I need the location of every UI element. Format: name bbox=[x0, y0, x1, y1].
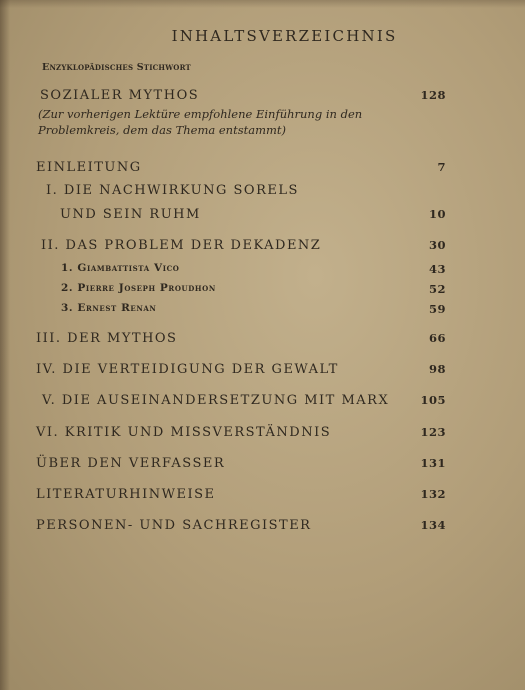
toc-subentry bbox=[0, 262, 525, 280]
toc-entry-page: 123 bbox=[420, 425, 446, 439]
toc-entry bbox=[0, 88, 525, 106]
toc-subentry bbox=[0, 302, 525, 320]
toc-entry-label: PERSONEN- UND SACHREGISTER bbox=[36, 518, 312, 533]
toc-subentry-page: 43 bbox=[428, 262, 446, 276]
toc-entry-label: IV. DIE VERTEIDIGUNG DER GEWALT bbox=[36, 362, 339, 377]
toc-entry-page: 134 bbox=[420, 518, 446, 532]
toc-entry-label: VI. KRITIK UND MISSVERSTÄNDNIS bbox=[36, 425, 332, 440]
toc-entry bbox=[0, 207, 525, 225]
toc-entry-page: 128 bbox=[420, 88, 446, 102]
toc-entry-page: 7 bbox=[437, 160, 446, 174]
toc-entry-label: LITERATURHINWEISE bbox=[36, 487, 216, 502]
section-subheading: Enzyklopädisches Stichwort bbox=[42, 62, 191, 73]
toc-entry bbox=[0, 425, 525, 443]
toc-subentry bbox=[0, 282, 525, 300]
toc-entry-page: 98 bbox=[428, 362, 446, 376]
intro-note: (Zur vorherigen Lektüre empfohlene Einführung in den Problemkreis, dem das Thema entstammt) bbox=[38, 107, 363, 137]
toc-subentry-label: 1. Giambattista Vico bbox=[61, 262, 180, 274]
page-title: INHALTSVERZEICHNIS bbox=[171, 27, 398, 45]
toc-entry-page: 131 bbox=[420, 456, 446, 470]
toc-entry-label: SOZIALER MYTHOS bbox=[40, 88, 200, 103]
toc-entry-page: 30 bbox=[428, 238, 446, 252]
toc-entry-page: 105 bbox=[420, 393, 446, 407]
toc-entry-page: 10 bbox=[428, 207, 446, 221]
toc-subentry-label: 3. Ernest Renan bbox=[61, 302, 157, 314]
toc-subentry-page: 59 bbox=[428, 302, 446, 316]
toc-entry bbox=[0, 456, 525, 474]
toc-entry bbox=[0, 393, 525, 411]
toc-entry bbox=[0, 487, 525, 505]
toc-entry-label: III. DER MYTHOS bbox=[36, 331, 178, 346]
toc-entry-page: 132 bbox=[420, 487, 446, 501]
toc-entry bbox=[0, 238, 525, 256]
toc-entry-page: 66 bbox=[428, 331, 446, 345]
page-top-shadow bbox=[0, 0, 525, 8]
toc-entry-label: UND SEIN RUHM bbox=[60, 207, 201, 222]
toc-subentry-page: 52 bbox=[428, 282, 446, 296]
toc-entry bbox=[0, 331, 525, 349]
toc-entry-label: I. DIE NACHWIRKUNG SORELS bbox=[46, 183, 299, 198]
toc-entry bbox=[0, 183, 525, 201]
toc-subentry-label: 2. Pierre Joseph Proudhon bbox=[61, 282, 216, 294]
toc-entry-label: V. DIE AUSEINANDERSETZUNG MIT MARX bbox=[42, 393, 390, 408]
toc-entry-label: II. DAS PROBLEM DER DEKADENZ bbox=[41, 238, 322, 253]
toc-entry bbox=[0, 518, 525, 536]
toc-entry-label: ÜBER DEN VERFASSER bbox=[36, 456, 226, 471]
toc-entry-label: EINLEITUNG bbox=[36, 160, 142, 175]
toc-entry bbox=[0, 160, 525, 178]
toc-entry bbox=[0, 362, 525, 380]
